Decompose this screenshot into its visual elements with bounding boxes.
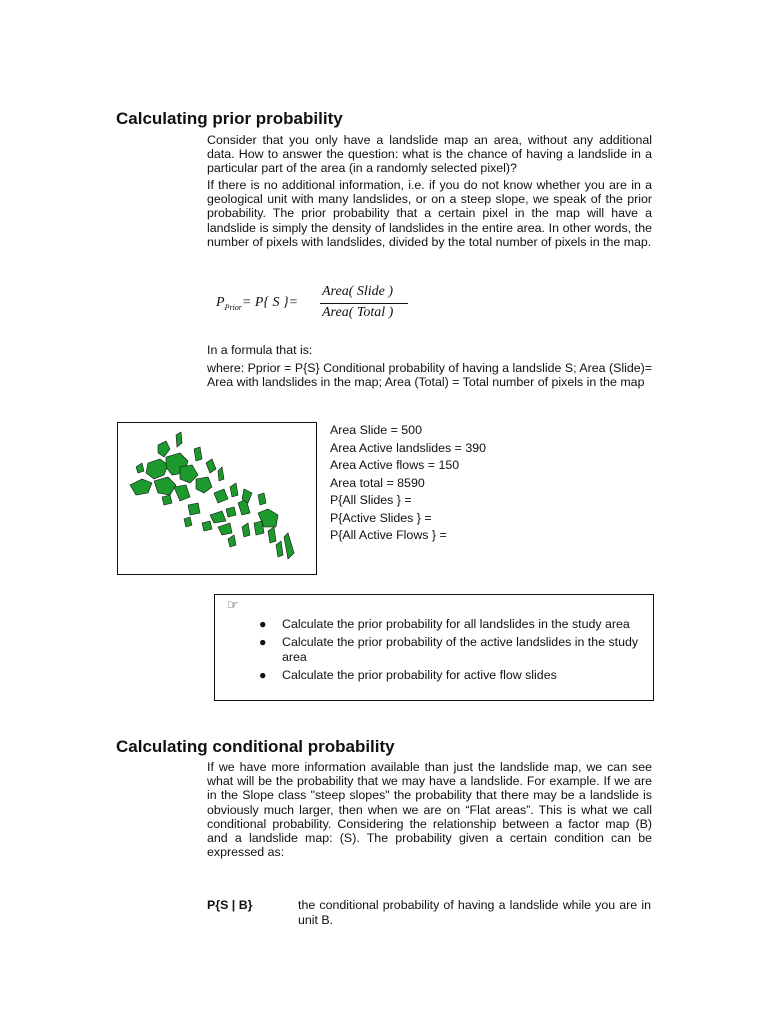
landslide-polygon (146, 459, 168, 479)
landslide-polygon (130, 479, 152, 495)
bullet-icon: ● (259, 635, 267, 649)
landslide-polygon (206, 459, 216, 473)
landslide-polygon (154, 477, 176, 495)
conditional-intro-paragraph: If we have more information available than just the landslide map, we can see what will be the probability that we may have a landslide. For example. If we are in the Slope class "steep slopes" the probability that there may be a landslide is obviously much larger, then when we are on “Flat areas”. This is what we call conditional probability. Considering the relationship between a factor map (B) and a landslide map: (S). The probability given a certain condition can be expressed as: (207, 760, 652, 860)
task-item: ● Calculate the prior probability for active flow slides (259, 667, 557, 682)
landslide-polygon (210, 511, 226, 523)
landslide-polygon (158, 441, 170, 457)
landslide-polygon (188, 503, 200, 515)
landslide-polygon (226, 507, 236, 517)
landslide-polygon (136, 463, 144, 473)
stat-line: Area Slide = 500 (330, 423, 422, 437)
formula-intro-text: In a formula that is: (207, 343, 313, 357)
pointing-hand-icon: ☞ (227, 597, 239, 612)
section-heading-prior: Calculating prior probability (116, 109, 343, 128)
landslide-polygon (176, 432, 182, 447)
formula-numerator: Area( Slide ) (322, 284, 394, 299)
conditional-term-definition: the conditional probability of having a landslide while you are in unit B. (298, 898, 651, 927)
landslide-polygon (276, 541, 283, 557)
landslide-polygon (218, 467, 224, 481)
task-list (259, 617, 649, 686)
landslide-map-image (117, 422, 317, 575)
landslide-polygon (284, 533, 294, 559)
landslide-polygon (230, 483, 238, 497)
bullet-icon: ● (259, 667, 267, 682)
landslide-polygon (162, 495, 172, 505)
prior-intro-paragraph: Consider that you only have a landslide map an area, without any additional data. How to answer the question: what is the chance of having a landslide in a particular part of the area (in a randomly selected pixel)? (207, 133, 652, 176)
exercise-task-box (214, 594, 654, 701)
landslide-polygon (184, 517, 192, 527)
landslide-polygon (196, 477, 212, 493)
section-heading-conditional: Calculating conditional probability (116, 737, 395, 756)
conditional-term: P{S | B} (207, 898, 253, 912)
stat-line: Area Active flows = 150 (330, 458, 460, 472)
stat-line: P{Active Slides } = (330, 510, 432, 525)
stat-line: Area Active landslides = 390 (330, 440, 487, 455)
landslide-map-svg (118, 423, 315, 573)
landslide-polygon (202, 521, 212, 531)
stat-line: Area total = 8590 (330, 475, 425, 490)
task-item: ● Calculate the prior probability for all landslides in the study area (259, 617, 630, 631)
formula-denominator: Area( Total ) (322, 305, 394, 320)
stat-line: P{All Slides } = (330, 493, 412, 507)
landslide-polygon (194, 447, 202, 461)
landslide-polygon (258, 493, 266, 505)
landslide-polygon (174, 485, 190, 501)
stat-line: P{All Active Flows } = (330, 528, 447, 542)
landslide-polygon (254, 521, 264, 535)
bullet-icon: ● (259, 617, 267, 631)
formula-definition-paragraph: where: Pprior = P{S} Conditional probability of having a landslide S; Area (Slide)= Area with landslides in the map; Area (Total) = Total number of pixels in the map (207, 361, 652, 390)
landslide-polygon (214, 489, 228, 503)
formula-lhs: $P_{Prior}= P${ S }= (216, 295, 299, 312)
task-item: ● Calculate the prior probability of the active landslides in the study area (259, 635, 639, 664)
landslide-polygon (242, 523, 250, 537)
fraction-bar (320, 303, 408, 304)
landslide-polygon (228, 535, 236, 547)
landslide-polygon (268, 527, 276, 543)
landslide-polygon (218, 523, 232, 535)
prior-probability-formula (216, 282, 436, 326)
landslide-polygon (180, 465, 198, 483)
area-statistics (330, 422, 486, 545)
prior-explanation-paragraph: If there is no additional information, i.e. if you do not know whether you are in a geological unit with many landslides, or on a steep slope, we speak of the prior probability. The prior probability that a certain pixel in the map will have a landslide is simply the density of landslides in the entire area. In other words, the number of pixels with landslides, divided by the total number of pixels in the map. (207, 178, 652, 249)
